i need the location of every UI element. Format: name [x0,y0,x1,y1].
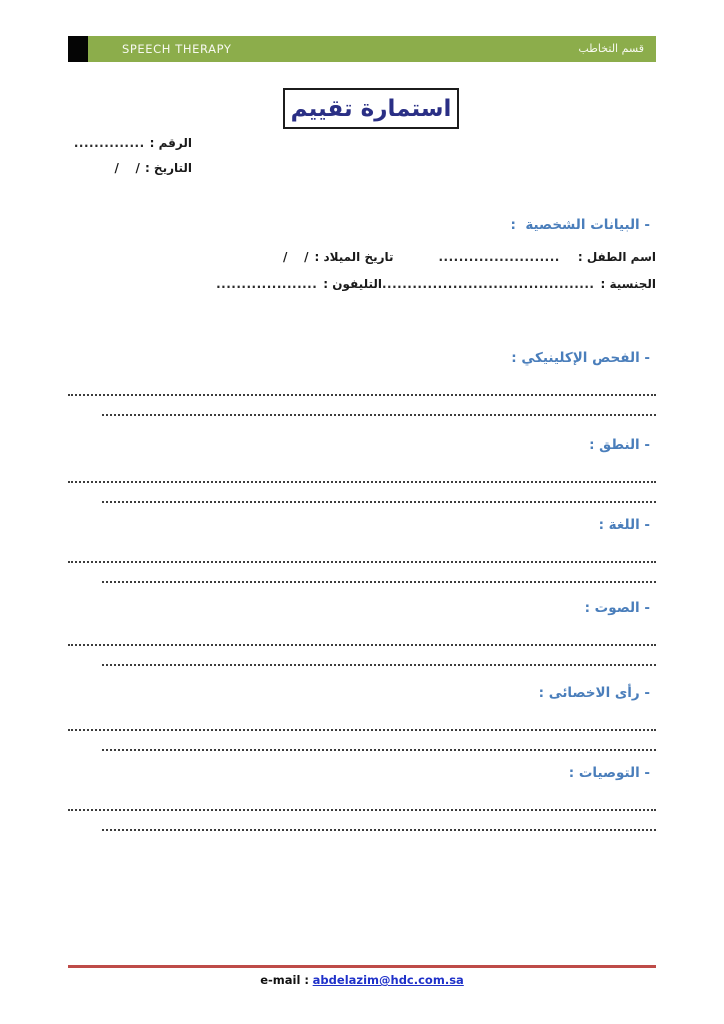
writing-line [102,414,656,416]
form-title: استمارة تقييم [290,95,452,122]
birth-date-value: / / [283,250,309,264]
personal-row-2 [216,277,656,291]
nationality-value: .......................................... [382,277,595,291]
writing-line [68,481,656,483]
record-number-value: .............. [73,136,145,150]
section-heading-clinical-exam: - الفحص الإكلينيكي : [511,350,650,366]
header-corner-mark [68,36,88,62]
personal-data-grid [216,250,656,304]
section-voice [68,600,656,680]
header-bar [68,36,656,62]
writing-line [102,664,656,666]
personal-row-1 [283,250,656,264]
record-date-value: / / [114,161,140,175]
writing-line [102,501,656,503]
footer-divider-rule [68,965,656,968]
section-clinical-exam [68,350,656,430]
birth-date-label: تاريخ الميلاد : [314,250,394,264]
writing-line [68,394,656,396]
email-label: e-mail : [260,973,310,987]
record-date-field [72,161,192,175]
section-heading-articulation: - النطق : [589,437,650,453]
nationality-field [382,277,656,291]
footer-email-line [0,973,724,987]
section-heading-language: - اللغة : [598,517,650,533]
section-heading-recommendations: - التوصيات : [568,765,650,781]
child-name-value: ........................ [438,250,560,264]
section-language [68,517,656,597]
telephone-label: التليفون : [323,277,382,291]
email-link[interactable]: abdelazim@hdc.com.sa [312,973,464,987]
writing-line [68,809,656,811]
telephone-field [216,277,382,291]
writing-line [68,644,656,646]
record-number-label: الرقم : [149,136,192,150]
writing-line [102,829,656,831]
writing-line [68,561,656,563]
writing-line [102,581,656,583]
writing-line [102,749,656,751]
telephone-value: .................... [216,277,318,291]
section-recommendations [68,765,656,845]
section-articulation [68,437,656,517]
section-heading-specialist-opinion: - رأى الاخصائى : [538,685,650,701]
section-specialist-opinion [68,685,656,765]
form-title-box [283,88,459,129]
nationality-label: الجنسية : [600,277,656,291]
record-number-field [72,136,192,150]
header-department-title-ar: قسم التخاطب [578,42,644,55]
writing-line [68,729,656,731]
child-name-field [438,250,656,264]
section-heading-personal-data: - البيانات الشخصية : [510,217,650,233]
birth-date-field [283,250,394,264]
record-date-label: التاريخ : [144,161,192,175]
section-heading-voice: - الصوت : [584,600,650,616]
header-department-title-en: SPEECH THERAPY [122,42,232,56]
child-name-label: اسم الطفل : [577,250,656,264]
